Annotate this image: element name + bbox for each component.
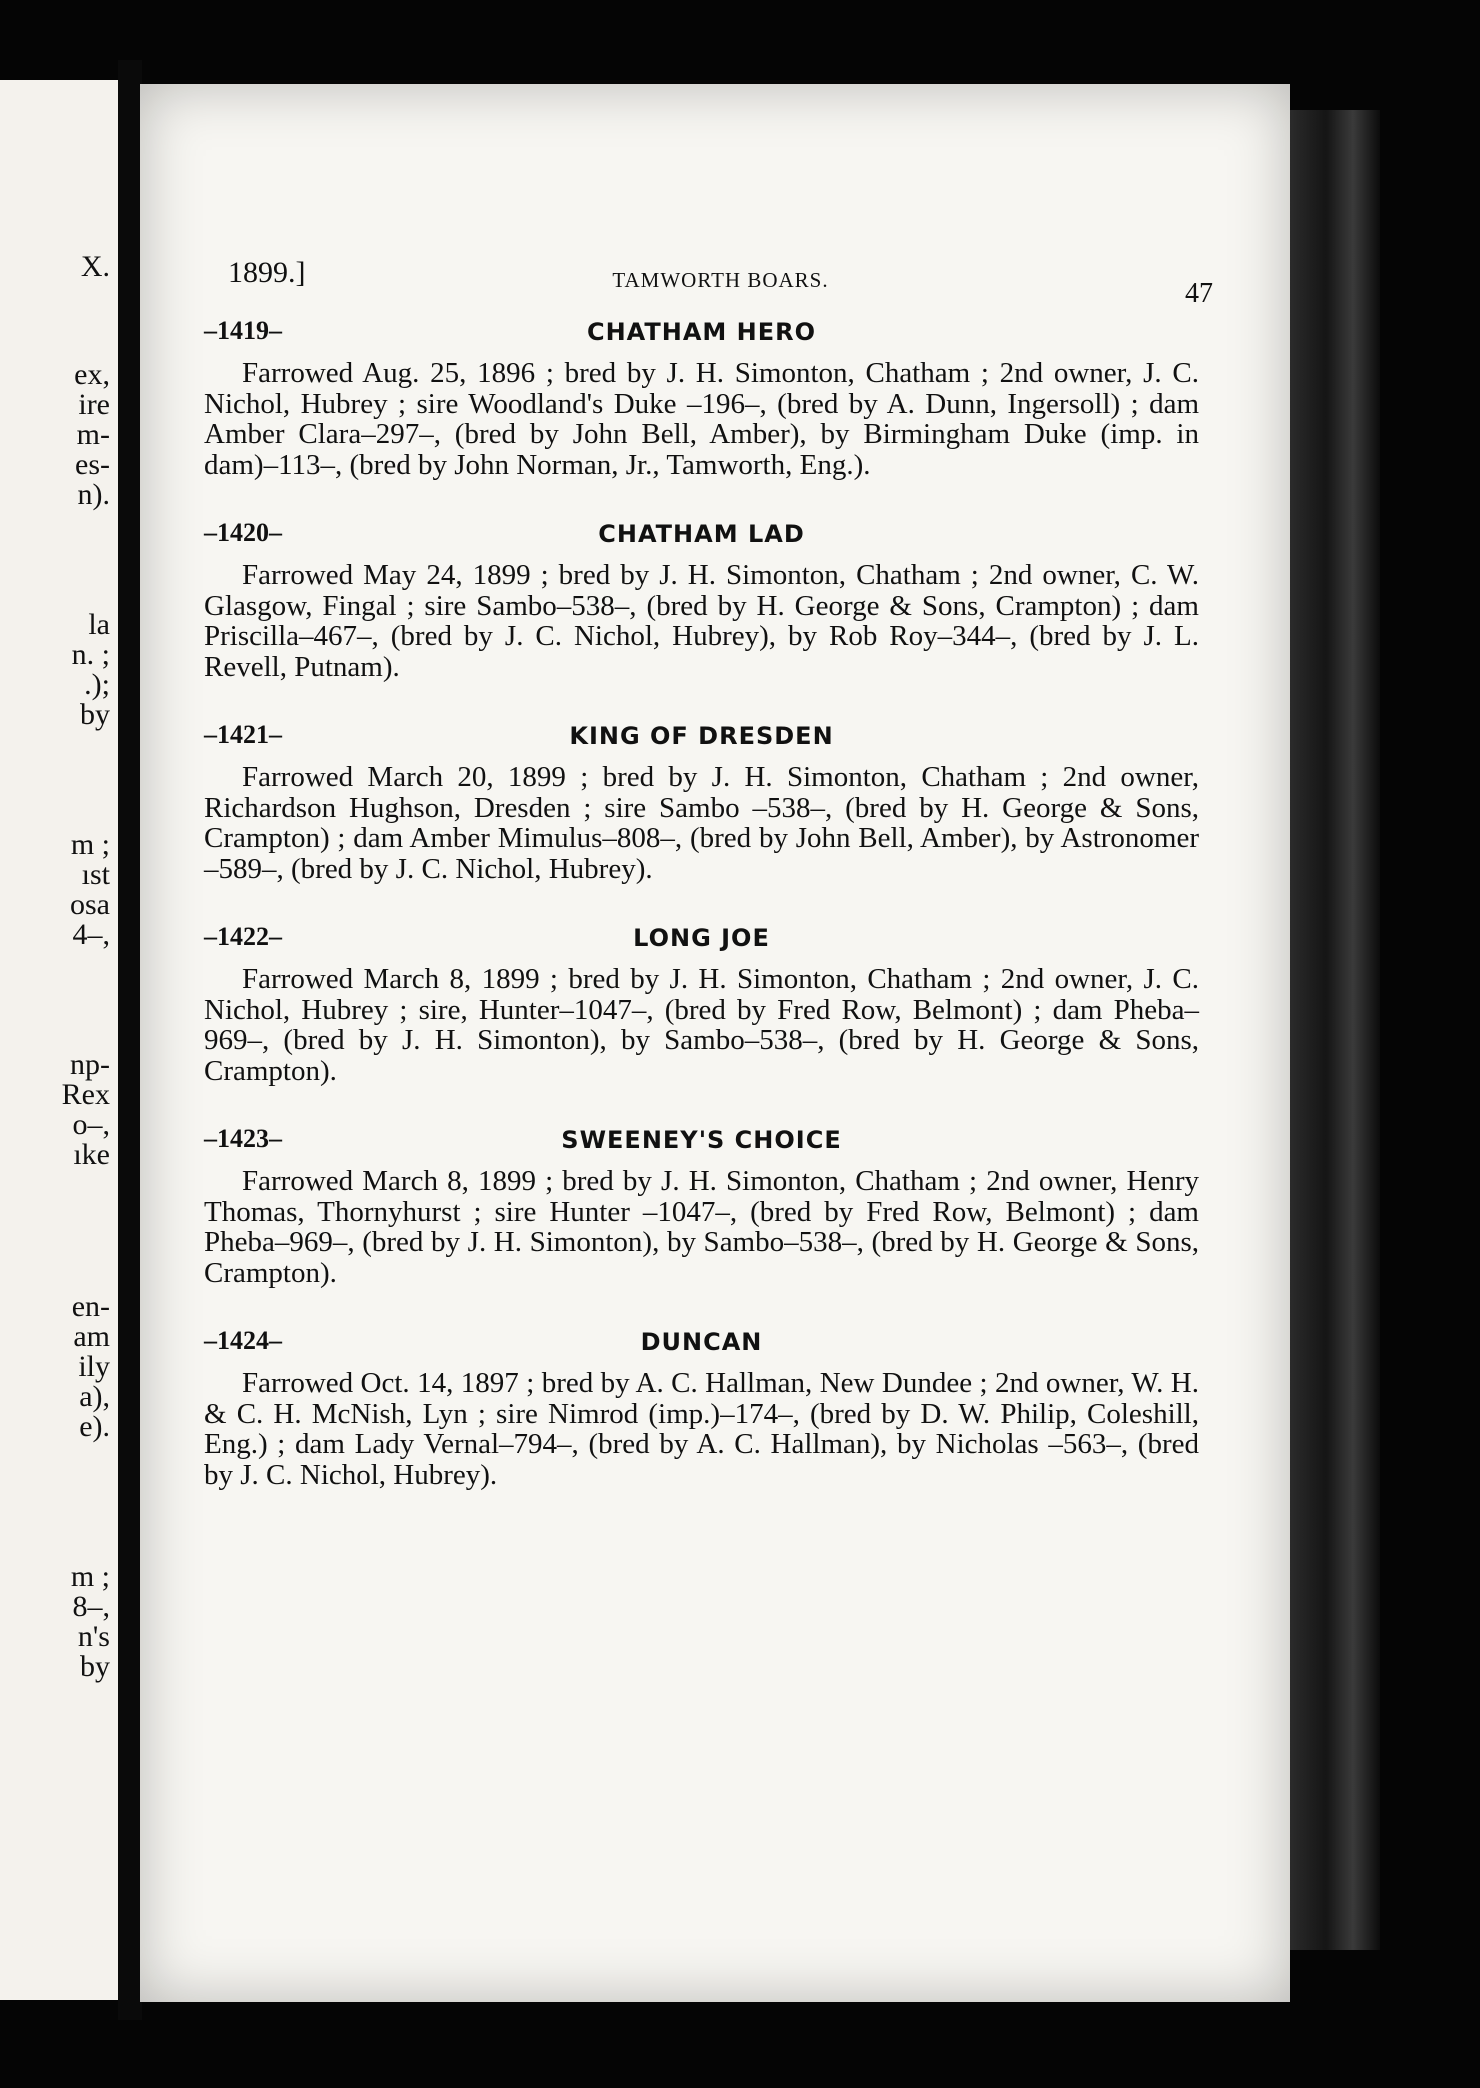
entry-number: –1420–	[204, 518, 282, 547]
left-page-fragment: np-	[70, 1048, 110, 1081]
entry-name: LONG JOE	[633, 924, 770, 952]
entry-1420	[204, 514, 1199, 682]
entry-name: SWEENEY'S CHOICE	[561, 1126, 842, 1154]
left-page-fragment: osa	[70, 888, 110, 921]
boar-entries	[204, 312, 1199, 1524]
header-year: 1899.]	[228, 256, 306, 289]
left-page-fragment: a),	[79, 1380, 110, 1413]
entry-1422	[204, 918, 1199, 1086]
left-page-fragment: Rex	[61, 1078, 110, 1111]
entry-name: CHATHAM HERO	[586, 318, 817, 346]
entry-number: –1423–	[204, 1124, 282, 1153]
entry-name: KING OF DRESDEN	[569, 722, 834, 750]
entry-text: Farrowed May 24, 1899 ; bred by J. H. Simonton, Chatham ; 2nd owner, C. W. Glasgow, Fingal ; sire Sambo–538–, (bred by H. George & Sons, Crampton) ; dam Priscilla–467–, (bred by J. C. Nichol, Hubrey), by Rob Roy–344–, (bred by J. L. Revell, Putnam).	[204, 559, 1199, 683]
entry-text: Farrowed Aug. 25, 1896 ; bred by J. H. Simonton, Chatham ; 2nd owner, J. C. Nichol, Hubrey ; sire Woodland's Duke –196–, (bred by A. Dunn, Ingersoll) ; dam Amber Clara–297–, (bred by John Bell, Amber), by Birmingham Duke (imp. in dam)–113–, (bred by John Norman, Jr., Tamworth, Eng.).	[204, 357, 1199, 481]
left-page-fragment: 8–,	[72, 1590, 110, 1623]
left-facing-page	[0, 80, 118, 2000]
entry-1421	[204, 716, 1199, 884]
entry-1419	[204, 312, 1199, 480]
left-page-fragment: am	[73, 1320, 110, 1353]
entry-name: CHATHAM LAD	[598, 520, 805, 548]
left-page-fragment: m-	[76, 418, 110, 451]
left-page-fragment: X.	[80, 250, 110, 283]
running-head: TAMWORTH BOARS.	[612, 268, 829, 292]
left-page-fragment: ily	[78, 1350, 110, 1383]
left-page-fragment: ıke	[73, 1138, 110, 1171]
left-page-fragment: 4–,	[72, 918, 110, 951]
entry-text: Farrowed March 20, 1899 ; bred by J. H. Simonton, Chatham ; 2nd owner, Richardson Hughson, Dresden ; sire Sambo –538–, (bred by H. George & Sons, Crampton) ; dam Amber Mimulus–808–, (bred by John Bell, Amber), by Astronomer –589–, (bred by J. C. Nichol, Hubrey).	[204, 761, 1199, 885]
left-page-fragment: es-	[75, 448, 110, 481]
left-page-fragment: n. ;	[71, 638, 110, 671]
entry-1423	[204, 1120, 1199, 1288]
left-page-fragment: la	[88, 608, 110, 641]
entry-text: Farrowed March 8, 1899 ; bred by J. H. Simonton, Chatham ; 2nd owner, J. C. Nichol, Hubrey ; sire, Hunter–1047–, (bred by Fred Row, Belmont) ; dam Pheba–969–, (bred by J. H. Simonton), by Sambo–538–, (bred by H. George & Sons, Crampton).	[204, 963, 1199, 1087]
left-page-fragment: e).	[79, 1410, 110, 1443]
book-gutter	[118, 60, 142, 2020]
left-page-fragment: m ;	[70, 1560, 110, 1593]
left-page-fragment: ire	[78, 388, 110, 421]
left-page-fragment: .);	[84, 668, 110, 701]
entry-name: DUNCAN	[640, 1328, 763, 1356]
page-header	[228, 256, 1213, 309]
left-page-fragment: n's	[77, 1620, 110, 1653]
left-page-fragment: n).	[77, 478, 110, 511]
entry-number: –1424–	[204, 1326, 282, 1355]
entry-text: Farrowed Oct. 14, 1897 ; bred by A. C. Hallman, New Dundee ; 2nd owner, W. H. & C. H. McNish, Lyn ; sire Nimrod (imp.)–174–, (bred by D. W. Philip, Coleshill, Eng.) ; dam Lady Vernal–794–, (bred by A. C. Hallman), by Nicholas –563–, (bred by J. C. Nichol, Hubrey).	[204, 1367, 1199, 1491]
entry-text: Farrowed March 8, 1899 ; bred by J. H. Simonton, Chatham ; 2nd owner, Henry Thomas, Thornyhurst ; sire Hunter –1047–, (bred by Fred Row, Belmont) ; dam Pheba–969–, (bred by J. H. Simonton), by Sambo–538–, (bred by H. George & Sons, Crampton).	[204, 1165, 1199, 1289]
entry-number: –1422–	[204, 922, 282, 951]
book-page	[140, 84, 1290, 2002]
left-page-fragment: o–,	[72, 1108, 110, 1141]
left-page-fragment: m ;	[70, 828, 110, 861]
left-page-fragment: en-	[71, 1290, 110, 1323]
entry-1424	[204, 1322, 1199, 1490]
left-page-fragment: by	[80, 698, 110, 731]
page-number: 47	[1185, 278, 1213, 309]
left-page-fragment: ex,	[74, 358, 110, 391]
page-stack-edge	[1290, 110, 1380, 1950]
entry-number: –1419–	[204, 316, 282, 345]
entry-number: –1421–	[204, 720, 282, 749]
left-page-fragment: by	[80, 1650, 110, 1683]
left-page-fragment: ıst	[81, 858, 110, 891]
